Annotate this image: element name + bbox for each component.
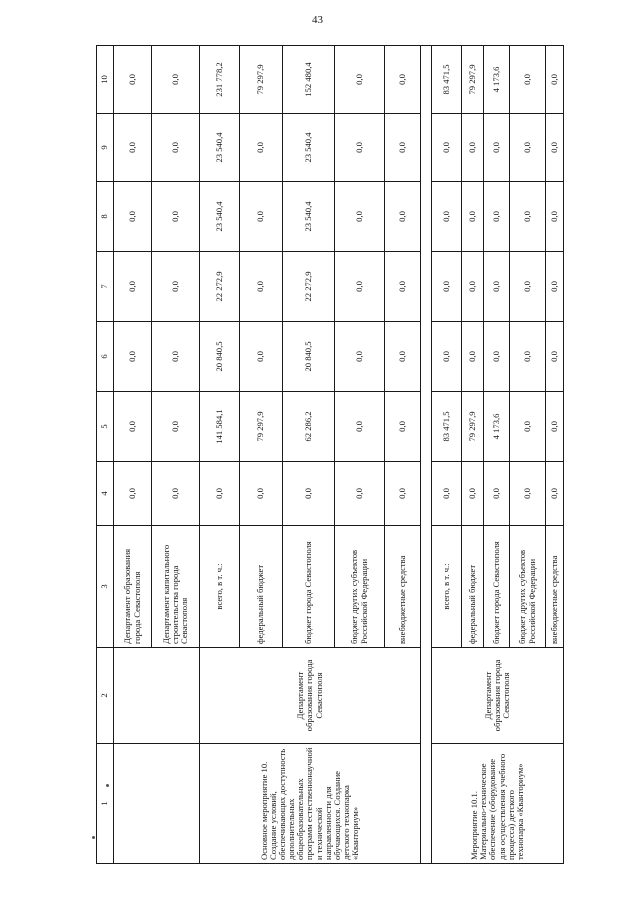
value-cell: 83 471,5 <box>432 392 462 462</box>
value-cell: 0,0 <box>152 462 200 526</box>
value-cell: 0,0 <box>283 462 335 526</box>
value-cell: 0,0 <box>335 462 385 526</box>
value-cell: 0,0 <box>510 114 546 182</box>
budget-table-rotated <box>96 46 559 864</box>
event-name-cell: Основное мероприятие 10. Создание условий, обеспечивающих доступность дополнительных общеобразовательных программ естественнонаучной и технической направленности для обучающихся. Создание детского технопарка «Кванториум» <box>200 744 421 864</box>
value-cell: 0,0 <box>152 252 200 322</box>
value-cell: 0,0 <box>510 462 546 526</box>
budget-table <box>96 45 564 864</box>
value-cell: 0,0 <box>546 392 564 462</box>
value-cell: 0,0 <box>484 322 510 392</box>
value-cell: 0,0 <box>546 462 564 526</box>
executor-cell <box>114 648 200 744</box>
value-cell: 0,0 <box>385 182 421 252</box>
page-number: 43 <box>312 14 323 26</box>
table-row <box>200 46 240 864</box>
value-cell: 0,0 <box>114 392 152 462</box>
value-cell: 79 297,9 <box>462 392 484 462</box>
funding-source: Департамент капитального строительства города Севастополя <box>152 526 200 648</box>
value-cell: 22 272,9 <box>200 252 240 322</box>
column-number: 4 <box>97 462 114 526</box>
value-cell: 62 286,2 <box>283 392 335 462</box>
column-number-row <box>97 46 114 864</box>
funding-source: всего, в т. ч.: <box>200 526 240 648</box>
funding-source: всего, в т. ч.: <box>432 526 462 648</box>
value-cell: 0,0 <box>432 182 462 252</box>
value-cell: 0,0 <box>385 462 421 526</box>
value-cell: 0,0 <box>240 252 283 322</box>
value-cell: 23 540,4 <box>200 114 240 182</box>
value-cell: 4 173,6 <box>484 46 510 114</box>
funding-source: федеральный бюджет <box>240 526 283 648</box>
column-number: 10 <box>97 46 114 114</box>
funding-source: бюджет других субъектов Российской Федерации <box>510 526 546 648</box>
table-row-gap <box>421 46 432 864</box>
funding-source: внебюджетные средства <box>385 526 421 648</box>
executor-cell: Департамент образования города Севастополя <box>200 648 421 744</box>
value-cell: 0,0 <box>510 392 546 462</box>
executor-cell: Департамент образования города Севастополя <box>432 648 564 744</box>
value-cell: 0,0 <box>462 252 484 322</box>
value-cell: 0,0 <box>546 114 564 182</box>
value-cell: 0,0 <box>510 182 546 252</box>
table-row <box>432 46 462 864</box>
value-cell: 0,0 <box>432 462 462 526</box>
funding-source: федеральный бюджет <box>462 526 484 648</box>
column-number: 1 <box>97 744 114 864</box>
value-cell: 0,0 <box>546 46 564 114</box>
value-cell: 0,0 <box>240 322 283 392</box>
column-number: 8 <box>97 182 114 252</box>
value-cell: 0,0 <box>335 392 385 462</box>
column-number: 7 <box>97 252 114 322</box>
funding-source: бюджет города Севастополя <box>484 526 510 648</box>
column-number: 3 <box>97 526 114 648</box>
value-cell: 0,0 <box>114 182 152 252</box>
budget-table-frame <box>96 46 559 864</box>
value-cell: 23 540,4 <box>283 114 335 182</box>
value-cell: 0,0 <box>200 462 240 526</box>
column-number: 9 <box>97 114 114 182</box>
value-cell: 20 840,5 <box>283 322 335 392</box>
event-name-cell <box>114 744 200 864</box>
value-cell: 0,0 <box>510 46 546 114</box>
value-cell: 0,0 <box>546 322 564 392</box>
value-cell: 0,0 <box>335 114 385 182</box>
value-cell: 0,0 <box>462 114 484 182</box>
event-name-cell: Мероприятие 10.1. Материально-техническое обеспечение (оборудование для осуществления учебного процесса) детского технопарка «Кванториум» <box>432 744 564 864</box>
value-cell: 0,0 <box>114 462 152 526</box>
value-cell: 0,0 <box>240 182 283 252</box>
value-cell: 0,0 <box>484 114 510 182</box>
value-cell: 0,0 <box>385 322 421 392</box>
value-cell: 0,0 <box>114 252 152 322</box>
value-cell: 79 297,9 <box>462 46 484 114</box>
value-cell: 22 272,9 <box>283 252 335 322</box>
value-cell: 0,0 <box>546 252 564 322</box>
value-cell: 152 480,4 <box>283 46 335 114</box>
value-cell: 0,0 <box>484 252 510 322</box>
value-cell: 0,0 <box>385 46 421 114</box>
value-cell: 0,0 <box>114 114 152 182</box>
value-cell: 0,0 <box>462 182 484 252</box>
value-cell: 20 840,5 <box>200 322 240 392</box>
value-cell: 0,0 <box>335 182 385 252</box>
column-number: 5 <box>97 392 114 462</box>
value-cell: 0,0 <box>484 462 510 526</box>
value-cell: 0,0 <box>240 114 283 182</box>
scan-artifact <box>92 836 95 839</box>
value-cell: 0,0 <box>240 462 283 526</box>
value-cell: 0,0 <box>385 252 421 322</box>
value-cell: 0,0 <box>152 392 200 462</box>
value-cell: 0,0 <box>152 46 200 114</box>
value-cell: 0,0 <box>335 46 385 114</box>
value-cell: 0,0 <box>114 322 152 392</box>
value-cell: 83 471,5 <box>432 46 462 114</box>
value-cell: 23 540,4 <box>283 182 335 252</box>
value-cell: 0,0 <box>510 322 546 392</box>
value-cell: 79 297,9 <box>240 46 283 114</box>
value-cell: 231 778,2 <box>200 46 240 114</box>
value-cell: 0,0 <box>335 322 385 392</box>
value-cell: 0,0 <box>114 46 152 114</box>
value-cell: 0,0 <box>152 114 200 182</box>
value-cell: 0,0 <box>335 252 385 322</box>
value-cell: 0,0 <box>462 322 484 392</box>
value-cell: 0,0 <box>432 114 462 182</box>
table-row <box>114 46 152 864</box>
column-number: 6 <box>97 322 114 392</box>
value-cell: 79 297,9 <box>240 392 283 462</box>
funding-source: бюджет других субъектов Российской Федерации <box>335 526 385 648</box>
funding-source: Департамент образования города Севастополя <box>114 526 152 648</box>
value-cell: 0,0 <box>484 182 510 252</box>
value-cell: 0,0 <box>432 252 462 322</box>
value-cell: 23 540,4 <box>200 182 240 252</box>
value-cell: 4 173,6 <box>484 392 510 462</box>
funding-source: внебюджетные средства <box>546 526 564 648</box>
gap-cell <box>421 46 432 864</box>
value-cell: 0,0 <box>152 182 200 252</box>
value-cell: 0,0 <box>385 114 421 182</box>
column-number: 2 <box>97 648 114 744</box>
value-cell: 0,0 <box>432 322 462 392</box>
value-cell: 0,0 <box>152 322 200 392</box>
value-cell: 0,0 <box>546 182 564 252</box>
value-cell: 0,0 <box>462 462 484 526</box>
value-cell: 0,0 <box>510 252 546 322</box>
value-cell: 141 584,1 <box>200 392 240 462</box>
value-cell: 0,0 <box>385 392 421 462</box>
funding-source: бюджет города Севастополя <box>283 526 335 648</box>
